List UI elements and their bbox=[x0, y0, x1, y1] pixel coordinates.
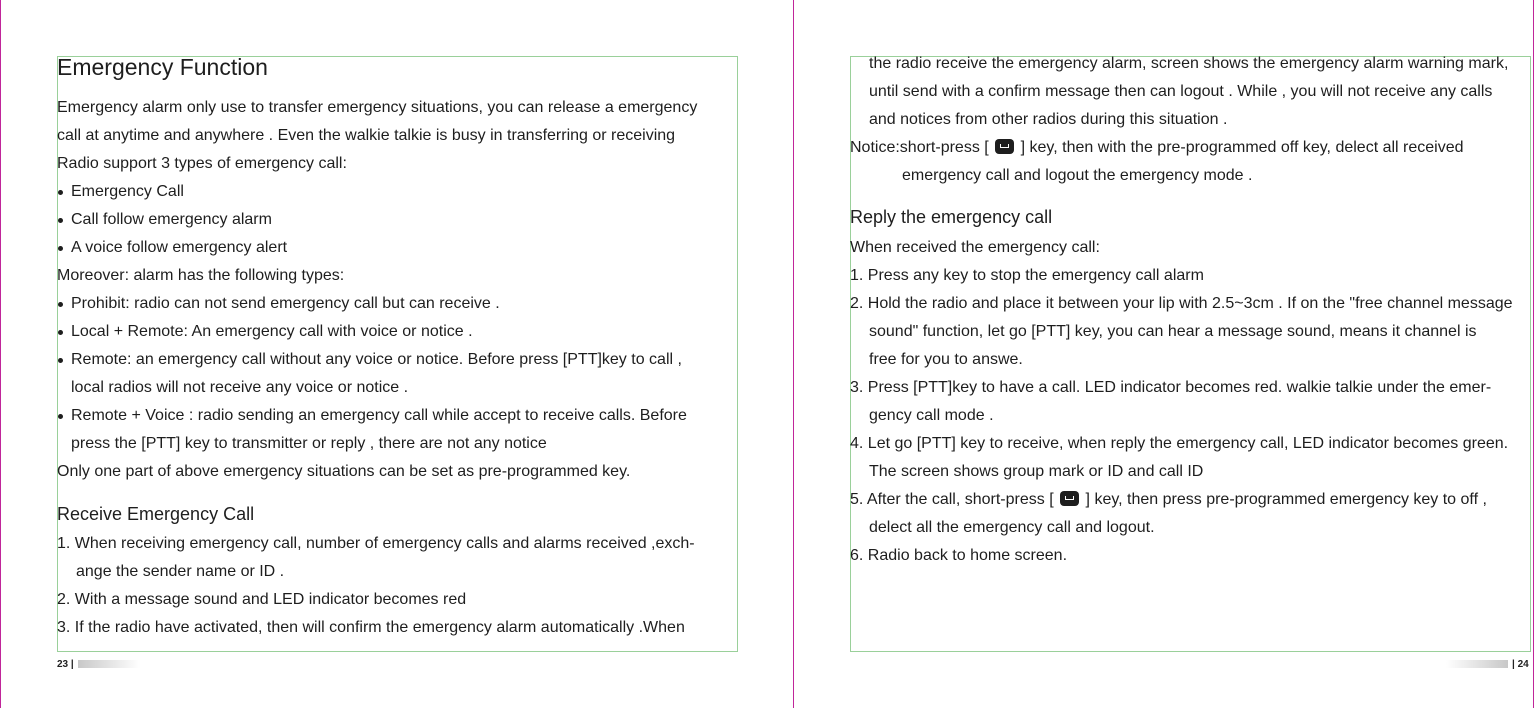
reply-step-continuation: gency call mode . bbox=[869, 407, 994, 424]
reply-intro: When received the emergency call: bbox=[850, 239, 1100, 256]
intro-line: Radio support 3 types of emergency call: bbox=[57, 155, 347, 172]
reply-step-continuation: free for you to answe. bbox=[869, 351, 1023, 368]
reply-step-continuation: The screen shows group mark or ID and call ID bbox=[869, 463, 1204, 480]
notice-continuation: emergency call and logout the emergency mode . bbox=[902, 167, 1253, 184]
reply-step: 6. Radio back to home screen. bbox=[850, 547, 1068, 564]
intro-line: Emergency alarm only use to transfer emergency situations, you can release a emergency bbox=[57, 99, 698, 116]
notice-text-after: ] key, then with the pre-programmed off key, delect all received bbox=[1020, 139, 1464, 156]
programmable-key-icon bbox=[995, 139, 1014, 154]
receive-step: 1. When receiving emergency call, number of emergency calls and alarms received ,exch- bbox=[57, 535, 695, 552]
alarm-type-continuation: local radios will not receive any voice or notice . bbox=[71, 379, 409, 396]
reply-heading: Reply the emergency call bbox=[850, 207, 1053, 227]
reply-step-continuation: delect all the emergency call and logout. bbox=[869, 519, 1155, 536]
page-footer-bar-left bbox=[78, 660, 140, 668]
reply-step: 3. Press [PTT]key to have a call. LED indicator becomes red. walkie talkie under the emer- bbox=[850, 379, 1492, 396]
continued-line: and notices from other radios during this situation . bbox=[869, 111, 1228, 128]
reply-step5-after: ] key, then press pre-programmed emergency key to off , bbox=[1085, 491, 1487, 508]
reply-step: 4. Let go [PTT] key to receive, when reply the emergency call, LED indicator becomes green. bbox=[850, 435, 1509, 452]
receive-step: 3. If the radio have activated, then will confirm the emergency alarm automatically .When bbox=[57, 619, 685, 636]
notice-line bbox=[850, 134, 1534, 162]
continued-line: the radio receive the emergency alarm, screen shows the emergency alarm warning mark, bbox=[869, 55, 1509, 72]
call-type-item: Emergency Call bbox=[57, 178, 757, 206]
receive-heading: Receive Emergency Call bbox=[57, 504, 255, 524]
reply-step: 2. Hold the radio and place it between your lip with 2.5~3cm . If on the "free channel message bbox=[850, 295, 1513, 312]
continued-line: until send with a confirm message then can logout . While , you will not receive any calls bbox=[869, 83, 1493, 100]
only-one-note: Only one part of above emergency situations can be set as pre-programmed key. bbox=[57, 463, 631, 480]
alarm-type-continuation: press the [PTT] key to transmitter or reply , there are not any notice bbox=[71, 435, 547, 452]
moreover-line: Moreover: alarm has the following types: bbox=[57, 267, 345, 284]
reply-step5-before: 5. After the call, short-press [ bbox=[850, 491, 1054, 508]
page-number-right: | 24 bbox=[1512, 659, 1529, 670]
alarm-type-item: Remote: an emergency call without any voice or notice. Before press [PTT]key to call , bbox=[57, 346, 757, 374]
page-title: Emergency Function bbox=[57, 54, 268, 80]
left-page-edge bbox=[0, 0, 1, 708]
call-type-item: A voice follow emergency alert bbox=[57, 234, 757, 262]
receive-step-continuation: ange the sender name or ID . bbox=[76, 563, 285, 580]
reply-step-continuation: sound" function, let go [PTT] key, you can hear a message sound, means it channel is bbox=[869, 323, 1477, 340]
call-type-item: Call follow emergency alarm bbox=[57, 206, 757, 234]
alarm-type-item: Prohibit: radio can not send emergency call but can receive . bbox=[57, 290, 757, 318]
intro-line: call at anytime and anywhere . Even the walkie talkie is busy in transferring or receiving bbox=[57, 127, 676, 144]
alarm-type-item: Remote + Voice : radio sending an emergency call while accept to receive calls. Before bbox=[57, 402, 757, 430]
page-spine bbox=[793, 0, 794, 708]
page-number-left: 23 | bbox=[57, 659, 74, 670]
programmable-key-icon bbox=[1060, 491, 1079, 506]
reply-step bbox=[850, 486, 1534, 514]
reply-step: 1. Press any key to stop the emergency call alarm bbox=[850, 267, 1204, 284]
alarm-type-item: Local + Remote: An emergency call with voice or notice . bbox=[57, 318, 757, 346]
left-page bbox=[57, 52, 757, 642]
receive-step: 2. With a message sound and LED indicator becomes red bbox=[57, 591, 467, 608]
page-footer-bar-right bbox=[1446, 660, 1508, 668]
right-page bbox=[850, 50, 1534, 570]
notice-text-before: Notice:short-press [ bbox=[850, 139, 989, 156]
